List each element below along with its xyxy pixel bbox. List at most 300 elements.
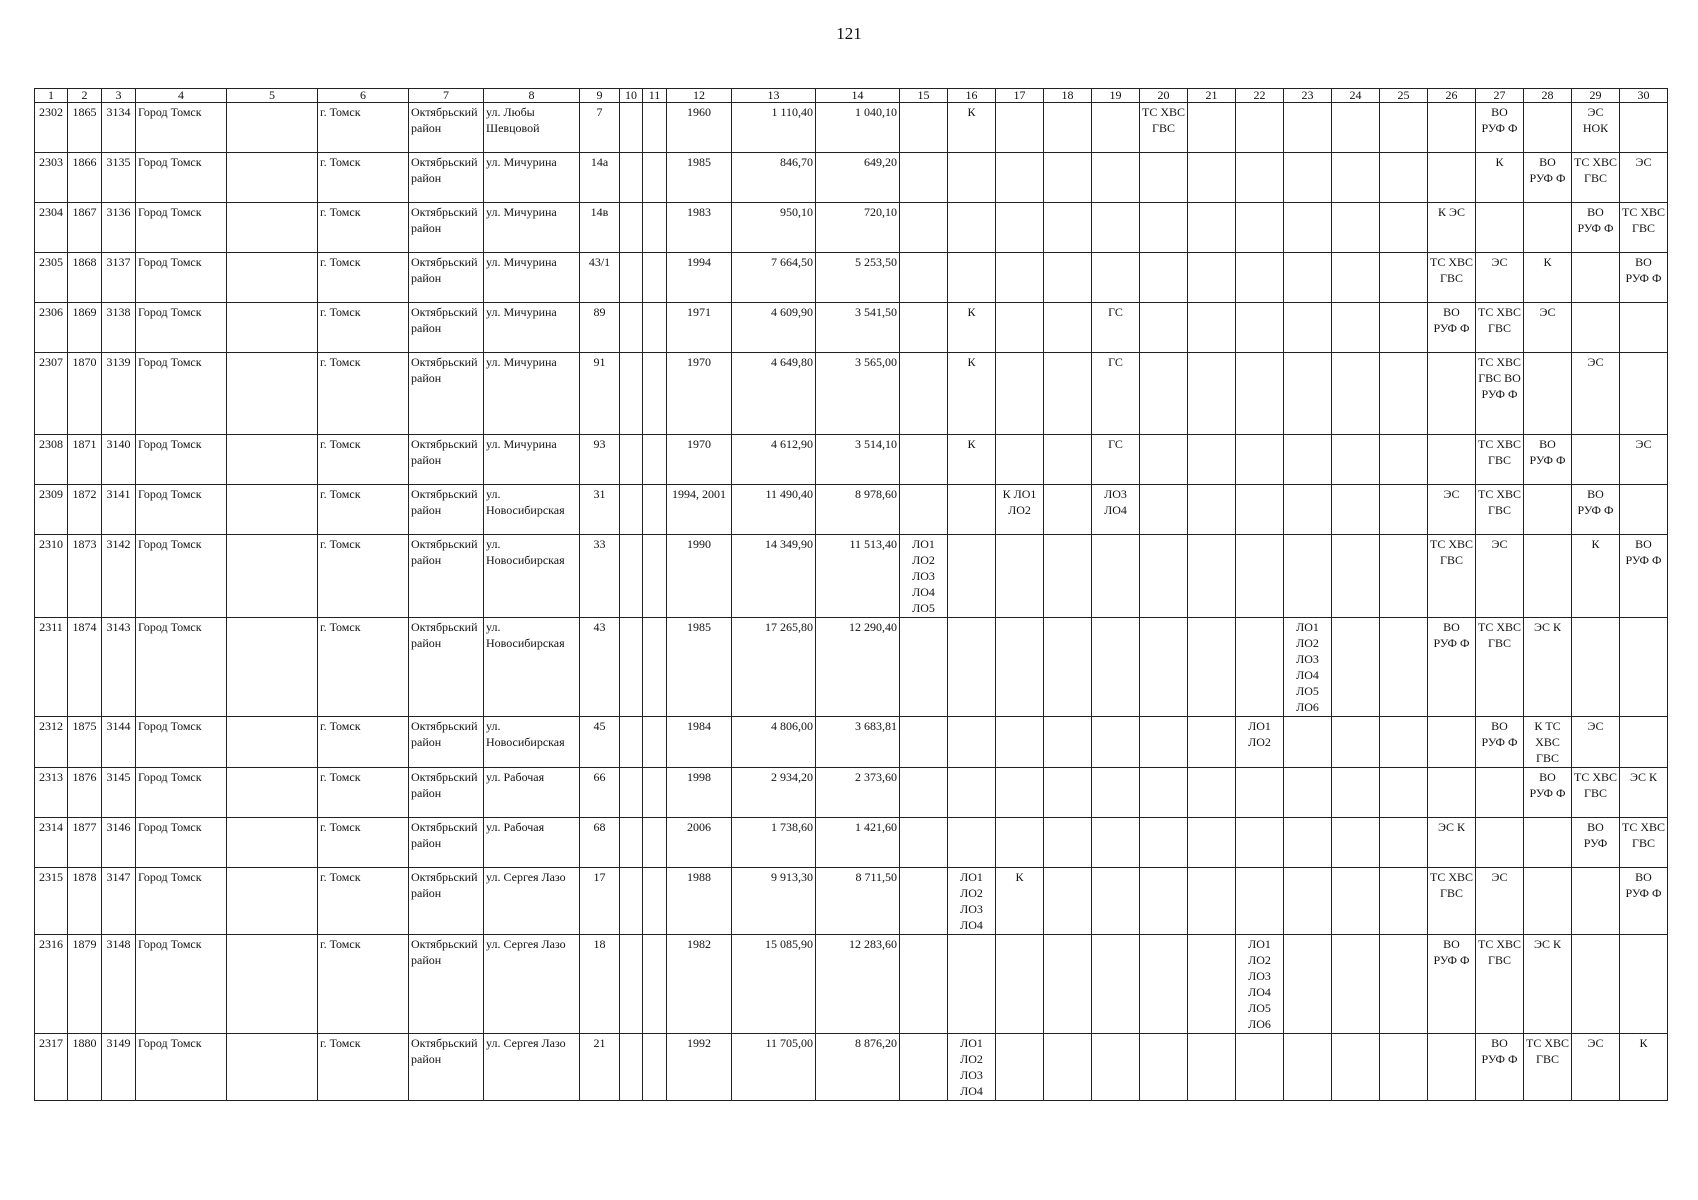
cell-col-3: 3142 bbox=[102, 535, 136, 618]
cell-col-15 bbox=[900, 303, 948, 353]
cell-col-17 bbox=[996, 717, 1044, 768]
cell-col-19 bbox=[1092, 103, 1140, 153]
column-header-3: 3 bbox=[102, 89, 136, 103]
cell-col-5 bbox=[227, 768, 318, 818]
cell-col-7: Октябрьский район bbox=[409, 253, 484, 303]
cell-col-9: 14а bbox=[580, 153, 620, 203]
column-header-28: 28 bbox=[1524, 89, 1572, 103]
cell-col-18 bbox=[1044, 203, 1092, 253]
cell-col-5 bbox=[227, 535, 318, 618]
cell-col-12: 1983 bbox=[667, 203, 732, 253]
cell-col-15 bbox=[900, 435, 948, 485]
cell-col-7: Октябрьский район bbox=[409, 935, 484, 1034]
cell-col-25 bbox=[1380, 868, 1428, 935]
cell-col-27 bbox=[1476, 768, 1524, 818]
cell-col-10 bbox=[620, 868, 643, 935]
cell-col-29 bbox=[1572, 618, 1620, 717]
cell-col-16: К bbox=[948, 353, 996, 435]
cell-col-11 bbox=[643, 1034, 667, 1101]
cell-col-28 bbox=[1524, 203, 1572, 253]
cell-col-9: 66 bbox=[580, 768, 620, 818]
cell-col-27 bbox=[1476, 818, 1524, 868]
cell-col-10 bbox=[620, 153, 643, 203]
cell-col-25 bbox=[1380, 253, 1428, 303]
cell-col-16: К bbox=[948, 303, 996, 353]
cell-col-15 bbox=[900, 1034, 948, 1101]
cell-col-30: ЭС К bbox=[1620, 768, 1668, 818]
cell-col-23 bbox=[1284, 1034, 1332, 1101]
cell-col-23 bbox=[1284, 303, 1332, 353]
cell-col-7: Октябрьский район bbox=[409, 535, 484, 618]
cell-col-27: ТС ХВС ГВС bbox=[1476, 485, 1524, 535]
cell-col-22 bbox=[1236, 103, 1284, 153]
cell-col-22 bbox=[1236, 203, 1284, 253]
table-row bbox=[35, 717, 1668, 768]
cell-col-3: 3143 bbox=[102, 618, 136, 717]
cell-col-15 bbox=[900, 935, 948, 1034]
cell-col-5 bbox=[227, 203, 318, 253]
table-row bbox=[35, 435, 1668, 485]
cell-col-2: 1869 bbox=[68, 303, 102, 353]
cell-col-15 bbox=[900, 485, 948, 535]
cell-col-21 bbox=[1188, 253, 1236, 303]
cell-col-13: 950,10 bbox=[732, 203, 816, 253]
cell-col-15: ЛО1 ЛО2 ЛО3 ЛО4 ЛО5 bbox=[900, 535, 948, 618]
cell-col-12: 1984 bbox=[667, 717, 732, 768]
cell-col-11 bbox=[643, 303, 667, 353]
cell-col-6: г. Томск bbox=[318, 203, 409, 253]
column-header-20: 20 bbox=[1140, 89, 1188, 103]
cell-col-25 bbox=[1380, 485, 1428, 535]
cell-col-13: 7 664,50 bbox=[732, 253, 816, 303]
cell-col-17: К bbox=[996, 868, 1044, 935]
cell-col-16 bbox=[948, 253, 996, 303]
cell-col-6: г. Томск bbox=[318, 485, 409, 535]
cell-col-18 bbox=[1044, 935, 1092, 1034]
cell-col-27: ТС ХВС ГВС bbox=[1476, 618, 1524, 717]
cell-col-10 bbox=[620, 768, 643, 818]
cell-col-11 bbox=[643, 435, 667, 485]
table-body bbox=[35, 103, 1668, 1101]
cell-col-27: К bbox=[1476, 153, 1524, 203]
cell-col-5 bbox=[227, 1034, 318, 1101]
cell-col-18 bbox=[1044, 103, 1092, 153]
cell-col-16 bbox=[948, 203, 996, 253]
cell-col-14: 2 373,60 bbox=[816, 768, 900, 818]
cell-col-17 bbox=[996, 435, 1044, 485]
cell-col-26: ТС ХВС ГВС bbox=[1428, 253, 1476, 303]
cell-col-23 bbox=[1284, 153, 1332, 203]
cell-col-25 bbox=[1380, 435, 1428, 485]
cell-col-9: 18 bbox=[580, 935, 620, 1034]
cell-col-11 bbox=[643, 353, 667, 435]
cell-col-29: ЭС bbox=[1572, 717, 1620, 768]
cell-col-11 bbox=[643, 203, 667, 253]
cell-col-23 bbox=[1284, 353, 1332, 435]
cell-col-11 bbox=[643, 618, 667, 717]
cell-col-6: г. Томск bbox=[318, 153, 409, 203]
cell-col-7: Октябрьский район bbox=[409, 103, 484, 153]
cell-col-21 bbox=[1188, 535, 1236, 618]
cell-col-22 bbox=[1236, 535, 1284, 618]
cell-col-15 bbox=[900, 203, 948, 253]
cell-col-29 bbox=[1572, 303, 1620, 353]
cell-col-4: Город Томск bbox=[136, 485, 227, 535]
cell-col-2: 1878 bbox=[68, 868, 102, 935]
cell-col-22 bbox=[1236, 1034, 1284, 1101]
cell-col-22 bbox=[1236, 868, 1284, 935]
cell-col-17: К ЛО1 ЛО2 bbox=[996, 485, 1044, 535]
cell-col-3: 3141 bbox=[102, 485, 136, 535]
table-row bbox=[35, 535, 1668, 618]
cell-col-11 bbox=[643, 935, 667, 1034]
cell-col-23 bbox=[1284, 935, 1332, 1034]
cell-col-20 bbox=[1140, 717, 1188, 768]
cell-col-4: Город Томск bbox=[136, 303, 227, 353]
cell-col-1: 2314 bbox=[35, 818, 68, 868]
table-row bbox=[35, 618, 1668, 717]
cell-col-18 bbox=[1044, 435, 1092, 485]
cell-col-14: 3 565,00 bbox=[816, 353, 900, 435]
cell-col-20 bbox=[1140, 1034, 1188, 1101]
cell-col-1: 2308 bbox=[35, 435, 68, 485]
cell-col-26 bbox=[1428, 353, 1476, 435]
cell-col-12: 1982 bbox=[667, 935, 732, 1034]
cell-col-15 bbox=[900, 253, 948, 303]
cell-col-9: 68 bbox=[580, 818, 620, 868]
column-header-27: 27 bbox=[1476, 89, 1524, 103]
cell-col-23 bbox=[1284, 253, 1332, 303]
cell-col-2: 1867 bbox=[68, 203, 102, 253]
cell-col-22: ЛО1 ЛО2 ЛО3 ЛО4 ЛО5 ЛО6 bbox=[1236, 935, 1284, 1034]
cell-col-12: 1985 bbox=[667, 618, 732, 717]
column-number-row bbox=[35, 89, 1668, 103]
cell-col-1: 2303 bbox=[35, 153, 68, 203]
cell-col-24 bbox=[1332, 818, 1380, 868]
cell-col-27: ТС ХВС ГВС bbox=[1476, 435, 1524, 485]
cell-col-21 bbox=[1188, 935, 1236, 1034]
cell-col-8: ул. Рабочая bbox=[484, 768, 580, 818]
cell-col-29 bbox=[1572, 435, 1620, 485]
cell-col-14: 8 978,60 bbox=[816, 485, 900, 535]
cell-col-5 bbox=[227, 818, 318, 868]
column-header-5: 5 bbox=[227, 89, 318, 103]
cell-col-5 bbox=[227, 485, 318, 535]
cell-col-17 bbox=[996, 818, 1044, 868]
cell-col-24 bbox=[1332, 435, 1380, 485]
cell-col-9: 17 bbox=[580, 868, 620, 935]
cell-col-26 bbox=[1428, 435, 1476, 485]
cell-col-25 bbox=[1380, 353, 1428, 435]
cell-col-28: К ТС ХВС ГВС bbox=[1524, 717, 1572, 768]
cell-col-28: ВО РУФ Ф bbox=[1524, 435, 1572, 485]
column-header-29: 29 bbox=[1572, 89, 1620, 103]
cell-col-26: ВО РУФ Ф bbox=[1428, 935, 1476, 1034]
cell-col-23 bbox=[1284, 435, 1332, 485]
cell-col-27: ЭС bbox=[1476, 868, 1524, 935]
cell-col-9: 45 bbox=[580, 717, 620, 768]
cell-col-12: 1994, 2001 bbox=[667, 485, 732, 535]
cell-col-28: ТС ХВС ГВС bbox=[1524, 1034, 1572, 1101]
cell-col-15 bbox=[900, 353, 948, 435]
cell-col-10 bbox=[620, 485, 643, 535]
cell-col-16 bbox=[948, 818, 996, 868]
column-header-13: 13 bbox=[732, 89, 816, 103]
cell-col-15 bbox=[900, 153, 948, 203]
cell-col-13: 17 265,80 bbox=[732, 618, 816, 717]
cell-col-7: Октябрьский район bbox=[409, 818, 484, 868]
cell-col-5 bbox=[227, 353, 318, 435]
table-row bbox=[35, 253, 1668, 303]
column-header-9: 9 bbox=[580, 89, 620, 103]
cell-col-29: ТС ХВС ГВС bbox=[1572, 768, 1620, 818]
cell-col-17 bbox=[996, 103, 1044, 153]
cell-col-25 bbox=[1380, 935, 1428, 1034]
cell-col-13: 9 913,30 bbox=[732, 868, 816, 935]
cell-col-17 bbox=[996, 203, 1044, 253]
cell-col-3: 3149 bbox=[102, 1034, 136, 1101]
cell-col-29: ВО РУФ Ф bbox=[1572, 485, 1620, 535]
cell-col-1: 2312 bbox=[35, 717, 68, 768]
cell-col-28 bbox=[1524, 868, 1572, 935]
column-header-30: 30 bbox=[1620, 89, 1668, 103]
cell-col-30: ТС ХВС ГВС bbox=[1620, 203, 1668, 253]
cell-col-12: 1970 bbox=[667, 435, 732, 485]
housing-registry-table bbox=[34, 88, 1668, 1101]
cell-col-7: Октябрьский район bbox=[409, 303, 484, 353]
cell-col-17 bbox=[996, 303, 1044, 353]
cell-col-28: К bbox=[1524, 253, 1572, 303]
table-row bbox=[35, 353, 1668, 435]
table-row bbox=[35, 868, 1668, 935]
cell-col-25 bbox=[1380, 618, 1428, 717]
cell-col-8: ул. Мичурина bbox=[484, 253, 580, 303]
cell-col-18 bbox=[1044, 353, 1092, 435]
cell-col-8: ул. Мичурина bbox=[484, 203, 580, 253]
cell-col-2: 1876 bbox=[68, 768, 102, 818]
cell-col-21 bbox=[1188, 818, 1236, 868]
cell-col-6: г. Томск bbox=[318, 618, 409, 717]
cell-col-19 bbox=[1092, 153, 1140, 203]
cell-col-21 bbox=[1188, 303, 1236, 353]
cell-col-6: г. Томск bbox=[318, 303, 409, 353]
cell-col-28: ЭС К bbox=[1524, 935, 1572, 1034]
cell-col-29: ТС ХВС ГВС bbox=[1572, 153, 1620, 203]
cell-col-25 bbox=[1380, 717, 1428, 768]
cell-col-2: 1880 bbox=[68, 1034, 102, 1101]
table-row bbox=[35, 818, 1668, 868]
cell-col-12: 2006 bbox=[667, 818, 732, 868]
cell-col-2: 1865 bbox=[68, 103, 102, 153]
cell-col-8: ул. Мичурина bbox=[484, 353, 580, 435]
cell-col-13: 14 349,90 bbox=[732, 535, 816, 618]
cell-col-26 bbox=[1428, 153, 1476, 203]
cell-col-22 bbox=[1236, 618, 1284, 717]
cell-col-7: Октябрьский район bbox=[409, 353, 484, 435]
cell-col-3: 3136 bbox=[102, 203, 136, 253]
cell-col-26: ЭС bbox=[1428, 485, 1476, 535]
cell-col-30 bbox=[1620, 485, 1668, 535]
cell-col-8: ул. Новосибирская bbox=[484, 717, 580, 768]
cell-col-25 bbox=[1380, 1034, 1428, 1101]
cell-col-30: ВО РУФ Ф bbox=[1620, 253, 1668, 303]
column-header-16: 16 bbox=[948, 89, 996, 103]
cell-col-4: Город Томск bbox=[136, 818, 227, 868]
cell-col-14: 12 283,60 bbox=[816, 935, 900, 1034]
cell-col-3: 3148 bbox=[102, 935, 136, 1034]
cell-col-22 bbox=[1236, 353, 1284, 435]
cell-col-28 bbox=[1524, 353, 1572, 435]
cell-col-29: ВО РУФ Ф bbox=[1572, 203, 1620, 253]
cell-col-19 bbox=[1092, 717, 1140, 768]
cell-col-24 bbox=[1332, 485, 1380, 535]
cell-col-30: ТС ХВС ГВС bbox=[1620, 818, 1668, 868]
cell-col-6: г. Томск bbox=[318, 353, 409, 435]
cell-col-4: Город Томск bbox=[136, 435, 227, 485]
cell-col-24 bbox=[1332, 203, 1380, 253]
cell-col-29: ЭС НОК bbox=[1572, 103, 1620, 153]
cell-col-10 bbox=[620, 435, 643, 485]
cell-col-19 bbox=[1092, 868, 1140, 935]
cell-col-18 bbox=[1044, 253, 1092, 303]
cell-col-2: 1873 bbox=[68, 535, 102, 618]
cell-col-28: ЭС bbox=[1524, 303, 1572, 353]
cell-col-21 bbox=[1188, 768, 1236, 818]
cell-col-30: ЭС bbox=[1620, 435, 1668, 485]
cell-col-30 bbox=[1620, 717, 1668, 768]
cell-col-24 bbox=[1332, 1034, 1380, 1101]
cell-col-19: ГС bbox=[1092, 303, 1140, 353]
cell-col-9: 91 bbox=[580, 353, 620, 435]
column-header-26: 26 bbox=[1428, 89, 1476, 103]
cell-col-3: 3145 bbox=[102, 768, 136, 818]
cell-col-12: 1992 bbox=[667, 1034, 732, 1101]
cell-col-18 bbox=[1044, 618, 1092, 717]
cell-col-17 bbox=[996, 535, 1044, 618]
cell-col-4: Город Томск bbox=[136, 103, 227, 153]
cell-col-11 bbox=[643, 253, 667, 303]
cell-col-19: ГС bbox=[1092, 435, 1140, 485]
cell-col-15 bbox=[900, 818, 948, 868]
cell-col-22 bbox=[1236, 153, 1284, 203]
cell-col-12: 1994 bbox=[667, 253, 732, 303]
cell-col-23 bbox=[1284, 485, 1332, 535]
cell-col-11 bbox=[643, 103, 667, 153]
cell-col-1: 2302 bbox=[35, 103, 68, 153]
cell-col-14: 1 421,60 bbox=[816, 818, 900, 868]
cell-col-29: ЭС bbox=[1572, 1034, 1620, 1101]
cell-col-2: 1872 bbox=[68, 485, 102, 535]
cell-col-13: 15 085,90 bbox=[732, 935, 816, 1034]
cell-col-24 bbox=[1332, 868, 1380, 935]
cell-col-7: Октябрьский район bbox=[409, 153, 484, 203]
cell-col-10 bbox=[620, 818, 643, 868]
cell-col-18 bbox=[1044, 818, 1092, 868]
cell-col-6: г. Томск bbox=[318, 768, 409, 818]
table-row bbox=[35, 485, 1668, 535]
cell-col-7: Октябрьский район bbox=[409, 1034, 484, 1101]
cell-col-28: ВО РУФ Ф bbox=[1524, 153, 1572, 203]
cell-col-8: ул. Новосибирская bbox=[484, 485, 580, 535]
column-header-12: 12 bbox=[667, 89, 732, 103]
cell-col-5 bbox=[227, 103, 318, 153]
cell-col-20 bbox=[1140, 435, 1188, 485]
cell-col-28: ЭС К bbox=[1524, 618, 1572, 717]
cell-col-11 bbox=[643, 485, 667, 535]
cell-col-28 bbox=[1524, 535, 1572, 618]
table-row bbox=[35, 153, 1668, 203]
cell-col-23 bbox=[1284, 717, 1332, 768]
cell-col-12: 1985 bbox=[667, 153, 732, 203]
cell-col-4: Город Томск bbox=[136, 203, 227, 253]
column-header-4: 4 bbox=[136, 89, 227, 103]
column-header-2: 2 bbox=[68, 89, 102, 103]
cell-col-28 bbox=[1524, 103, 1572, 153]
cell-col-7: Октябрьский район bbox=[409, 717, 484, 768]
cell-col-19 bbox=[1092, 203, 1140, 253]
cell-col-14: 11 513,40 bbox=[816, 535, 900, 618]
cell-col-23 bbox=[1284, 868, 1332, 935]
cell-col-2: 1866 bbox=[68, 153, 102, 203]
cell-col-24 bbox=[1332, 153, 1380, 203]
cell-col-22 bbox=[1236, 303, 1284, 353]
cell-col-7: Октябрьский район bbox=[409, 618, 484, 717]
cell-col-29 bbox=[1572, 253, 1620, 303]
cell-col-17 bbox=[996, 1034, 1044, 1101]
cell-col-3: 3140 bbox=[102, 435, 136, 485]
cell-col-9: 89 bbox=[580, 303, 620, 353]
cell-col-22: ЛО1 ЛО2 bbox=[1236, 717, 1284, 768]
cell-col-2: 1875 bbox=[68, 717, 102, 768]
cell-col-20 bbox=[1140, 203, 1188, 253]
cell-col-5 bbox=[227, 435, 318, 485]
cell-col-21 bbox=[1188, 717, 1236, 768]
cell-col-13: 1 110,40 bbox=[732, 103, 816, 153]
cell-col-20 bbox=[1140, 818, 1188, 868]
cell-col-9: 43/1 bbox=[580, 253, 620, 303]
cell-col-26: К ЭС bbox=[1428, 203, 1476, 253]
cell-col-14: 8 876,20 bbox=[816, 1034, 900, 1101]
table-header bbox=[35, 89, 1668, 103]
cell-col-27: ТС ХВС ГВС bbox=[1476, 303, 1524, 353]
cell-col-30 bbox=[1620, 103, 1668, 153]
column-header-17: 17 bbox=[996, 89, 1044, 103]
cell-col-16 bbox=[948, 768, 996, 818]
cell-col-4: Город Томск bbox=[136, 353, 227, 435]
cell-col-23: ЛО1 ЛО2 ЛО3 ЛО4 ЛО5 ЛО6 bbox=[1284, 618, 1332, 717]
cell-col-6: г. Томск bbox=[318, 103, 409, 153]
cell-col-18 bbox=[1044, 303, 1092, 353]
cell-col-10 bbox=[620, 203, 643, 253]
cell-col-1: 2310 bbox=[35, 535, 68, 618]
cell-col-28 bbox=[1524, 818, 1572, 868]
cell-col-10 bbox=[620, 1034, 643, 1101]
cell-col-8: ул. Сергея Лазо bbox=[484, 935, 580, 1034]
cell-col-18 bbox=[1044, 768, 1092, 818]
cell-col-14: 3 541,50 bbox=[816, 303, 900, 353]
cell-col-29 bbox=[1572, 868, 1620, 935]
cell-col-4: Город Томск bbox=[136, 253, 227, 303]
cell-col-21 bbox=[1188, 103, 1236, 153]
cell-col-4: Город Томск bbox=[136, 535, 227, 618]
cell-col-19 bbox=[1092, 253, 1140, 303]
cell-col-4: Город Томск bbox=[136, 618, 227, 717]
cell-col-7: Октябрьский район bbox=[409, 868, 484, 935]
cell-col-29 bbox=[1572, 935, 1620, 1034]
cell-col-19 bbox=[1092, 535, 1140, 618]
cell-col-14: 649,20 bbox=[816, 153, 900, 203]
cell-col-17 bbox=[996, 618, 1044, 717]
